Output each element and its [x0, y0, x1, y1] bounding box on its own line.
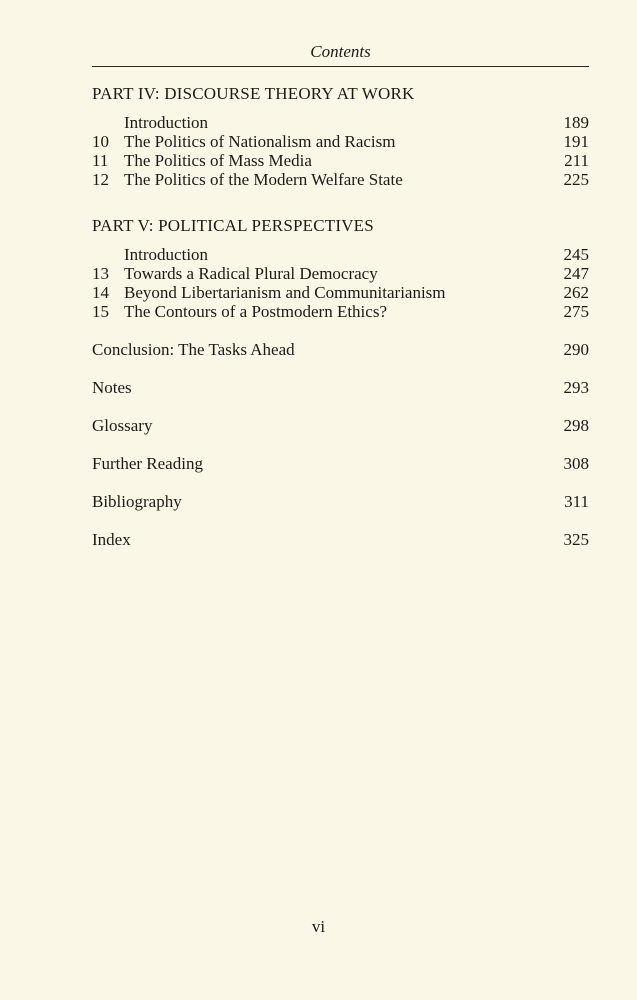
entry-title: Further Reading — [92, 454, 203, 473]
entry-title: Towards a Radical Plural Democracy — [124, 264, 378, 283]
entry-title: Bibliography — [92, 492, 182, 511]
toc-entry — [92, 340, 589, 360]
toc-entry — [92, 378, 589, 398]
toc-entry — [92, 245, 589, 265]
toc-entry — [92, 492, 589, 512]
folio: vi — [311, 917, 326, 936]
entry-title: The Contours of a Postmodern Ethics? — [124, 302, 387, 321]
entry-title: Index — [92, 530, 131, 549]
page-number: 211 — [564, 151, 589, 170]
header-rule — [92, 66, 589, 67]
toc-entry — [92, 416, 589, 436]
page-number: 245 — [563, 245, 589, 264]
entry-title: Glossary — [92, 416, 153, 435]
page-number: 298 — [563, 416, 589, 435]
toc-entry — [92, 264, 589, 284]
chapter-number: 14 — [92, 283, 109, 302]
entry-title: Beyond Libertarianism and Communitarianism — [124, 283, 446, 302]
page-number: 225 — [563, 170, 589, 189]
chapter-number: 13 — [92, 264, 109, 283]
page-number: 247 — [563, 264, 589, 283]
entry-title: The Politics of the Modern Welfare State — [124, 170, 403, 189]
toc-entry — [92, 283, 589, 303]
chapter-number: 10 — [92, 132, 109, 151]
page-number: 262 — [563, 283, 589, 302]
entry-title: The Politics of Mass Media — [124, 151, 312, 170]
page-number: 293 — [563, 378, 589, 397]
running-head: Contents — [310, 42, 371, 61]
page-number: 325 — [563, 530, 589, 549]
entry-title: The Politics of Nationalism and Racism — [124, 132, 396, 151]
entry-title: Notes — [92, 378, 132, 397]
entry-title: Introduction — [124, 245, 209, 264]
toc-entry — [92, 454, 589, 474]
page-number: 290 — [563, 340, 589, 359]
toc-entry — [92, 132, 589, 152]
part-title: PART IV: DISCOURSE THEORY AT WORK — [92, 84, 415, 103]
chapter-number: 15 — [92, 302, 109, 321]
page-number: 308 — [563, 454, 589, 473]
page-number: 191 — [563, 132, 589, 151]
toc-entry — [92, 151, 589, 171]
toc-entry — [92, 302, 589, 322]
page-number: 311 — [564, 492, 589, 511]
chapter-number: 12 — [92, 170, 109, 189]
toc-entry — [92, 530, 589, 550]
chapter-number: 11 — [92, 151, 109, 170]
toc-entry — [92, 170, 589, 190]
part-title: PART V: POLITICAL PERSPECTIVES — [92, 216, 374, 235]
entry-title: Conclusion: The Tasks Ahead — [92, 340, 295, 359]
entry-title: Introduction — [124, 113, 209, 132]
page-number: 275 — [563, 302, 589, 321]
toc-entry — [92, 113, 589, 133]
page-number: 189 — [563, 113, 589, 132]
